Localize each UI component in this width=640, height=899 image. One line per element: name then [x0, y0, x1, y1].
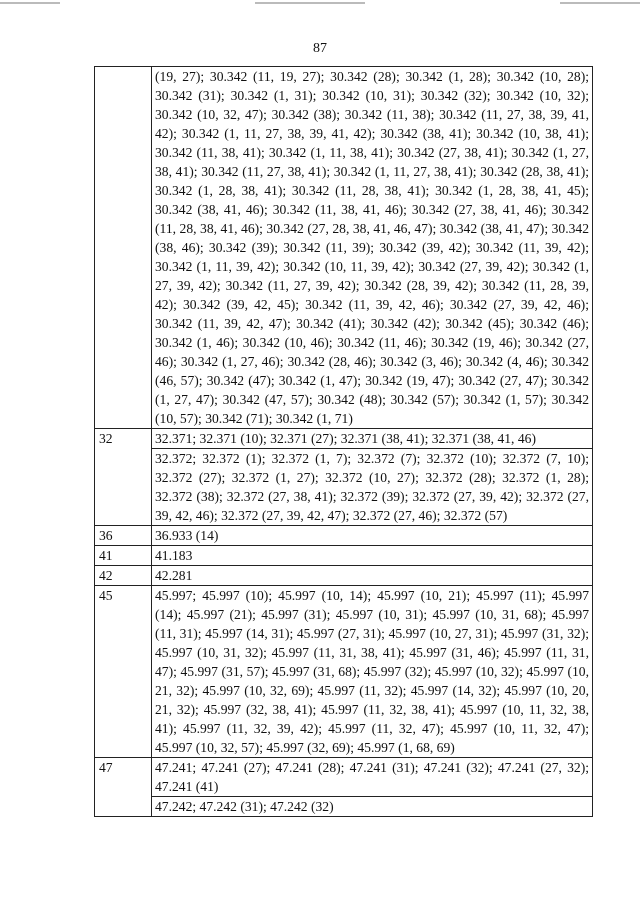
table-row: [95, 449, 593, 526]
text-cell: 36.933 (14): [152, 526, 593, 546]
code-cell: 42: [95, 566, 152, 586]
code-cell: 41: [95, 546, 152, 566]
table-row: [95, 758, 593, 797]
table-row: [95, 526, 593, 546]
text-cell: 42.281: [152, 566, 593, 586]
table-row: [95, 429, 593, 449]
text-cell: 45.997; 45.997 (10); 45.997 (10, 14); 45.997 (10, 21); 45.997 (11); 45.997 (14); 45.997 (21); 45.997 (31); 45.997 (10, 31); 45.997 (10, 31, 68); 45.997 (11, 31); 45.997 (14, 31); 45.997 (27, 31); 45.997 (10, 27, 31); 45.997 (31, 32); 45.997 (10, 31, 32); 45.997 (11, 31, 38, 41); 45.997 (31, 46); 45.997 (11, 31, 47); 45.997 (31, 57); 45.997 (31, 68); 45.997 (32); 45.997 (10, 32); 45.997 (10, 21, 32); 45.997 (10, 32, 69); 45.997 (11, 32); 45.997 (14, 32); 45.997 (10, 20, 21, 32); 45.997 (32, 38, 41); 45.997 (11, 32, 38, 41); 45.997 (10, 11, 32, 38, 41); 45.997 (11, 32, 39, 42); 45.997 (11, 32, 47); 45.997 (10, 11, 32, 47); 45.997 (10, 32, 57); 45.997 (32, 69); 45.997 (1, 68, 69): [152, 586, 593, 758]
text-cell: 41.183: [152, 546, 593, 566]
code-table: [94, 66, 593, 817]
code-cell: 45: [95, 586, 152, 758]
table-row: [95, 586, 593, 758]
code-cell: 32: [95, 429, 152, 526]
code-cell: [95, 67, 152, 429]
table-row: [95, 67, 593, 429]
code-cell: 47: [95, 758, 152, 817]
page-number: 87: [313, 41, 327, 56]
text-cell: 32.372; 32.372 (1); 32.372 (1, 7); 32.372 (7); 32.372 (10); 32.372 (7, 10); 32.372 (27); 32.372 (1, 27); 32.372 (10, 27); 32.372 (28); 32.372 (1, 28); 32.372 (38); 32.372 (27, 38, 41); 32.372 (39); 32.372 (27, 39, 42); 32.372 (27, 39, 42, 46); 32.372 (27, 39, 42, 47); 32.372 (27, 46); 32.372 (57): [152, 449, 593, 526]
table-row: [95, 546, 593, 566]
text-cell: 47.241; 47.241 (27); 47.241 (28); 47.241 (31); 47.241 (32); 47.241 (27, 32); 47.241 (41): [152, 758, 593, 797]
text-cell: 32.371; 32.371 (10); 32.371 (27); 32.371 (38, 41); 32.371 (38, 41, 46): [152, 429, 593, 449]
table-row: [95, 797, 593, 817]
scan-edge-artifact: [0, 0, 640, 12]
text-cell: (19, 27); 30.342 (11, 19, 27); 30.342 (28); 30.342 (1, 28); 30.342 (10, 28); 30.342 (31); 30.342 (1, 31); 30.342 (10, 31); 30.342 (32); 30.342 (10, 32); 30.342 (10, 32, 47); 30.342 (38); 30.342 (11, 38); 30.342 (11, 27, 38, 39, 41, 42); 30.342 (1, 11, 27, 38, 39, 41, 42); 30.342 (38, 41); 30.342 (10, 38, 41); 30.342 (11, 38, 41); 30.342 (1, 11, 38, 41); 30.342 (27, 38, 41); 30.342 (1, 27, 38, 41); 30.342 (11, 27, 38, 41); 30.342 (1, 11, 27, 38, 41); 30.342 (28, 38, 41); 30.342 (1, 28, 38, 41); 30.342 (11, 28, 38, 41); 30.342 (1, 28, 38, 41, 45); 30.342 (38, 41, 46); 30.342 (11, 38, 41, 46); 30.342 (27, 38, 41, 46); 30.342 (11, 28, 38, 41, 46); 30.342 (27, 28, 38, 41, 46, 47); 30.342 (38, 41, 47); 30.342 (38, 46); 30.342 (39); 30.342 (11, 39); 30.342 (39, 42); 30.342 (11, 39, 42); 30.342 (1, 11, 39, 42); 30.342 (10, 11, 39, 42); 30.342 (27, 39, 42); 30.342 (1, 27, 39, 42); 30.342 (11, 27, 39, 42); 30.342 (28, 39, 42); 30.342 (11, 28, 39, 42); 30.342 (39, 42, 45); 30.342 (11, 39, 42, 46); 30.342 (27, 39, 42, 46); 30.342 (11, 39, 42, 47); 30.342 (41); 30.342 (42); 30.342 (45); 30.342 (46); 30.342 (1, 46); 30.342 (10, 46); 30.342 (11, 46); 30.342 (19, 46); 30.342 (27, 46); 30.342 (1, 27, 46); 30.342 (28, 46); 30.342 (3, 46); 30.342 (4, 46); 30.342 (46, 57); 30.342 (47); 30.342 (1, 47); 30.342 (19, 47); 30.342 (27, 47); 30.342 (1, 27, 47); 30.342 (47, 57); 30.342 (48); 30.342 (57); 30.342 (1, 57); 30.342 (10, 57); 30.342 (71); 30.342 (1, 71): [152, 67, 593, 429]
text-cell: 47.242; 47.242 (31); 47.242 (32): [152, 797, 593, 817]
table-row: [95, 566, 593, 586]
code-cell: 36: [95, 526, 152, 546]
